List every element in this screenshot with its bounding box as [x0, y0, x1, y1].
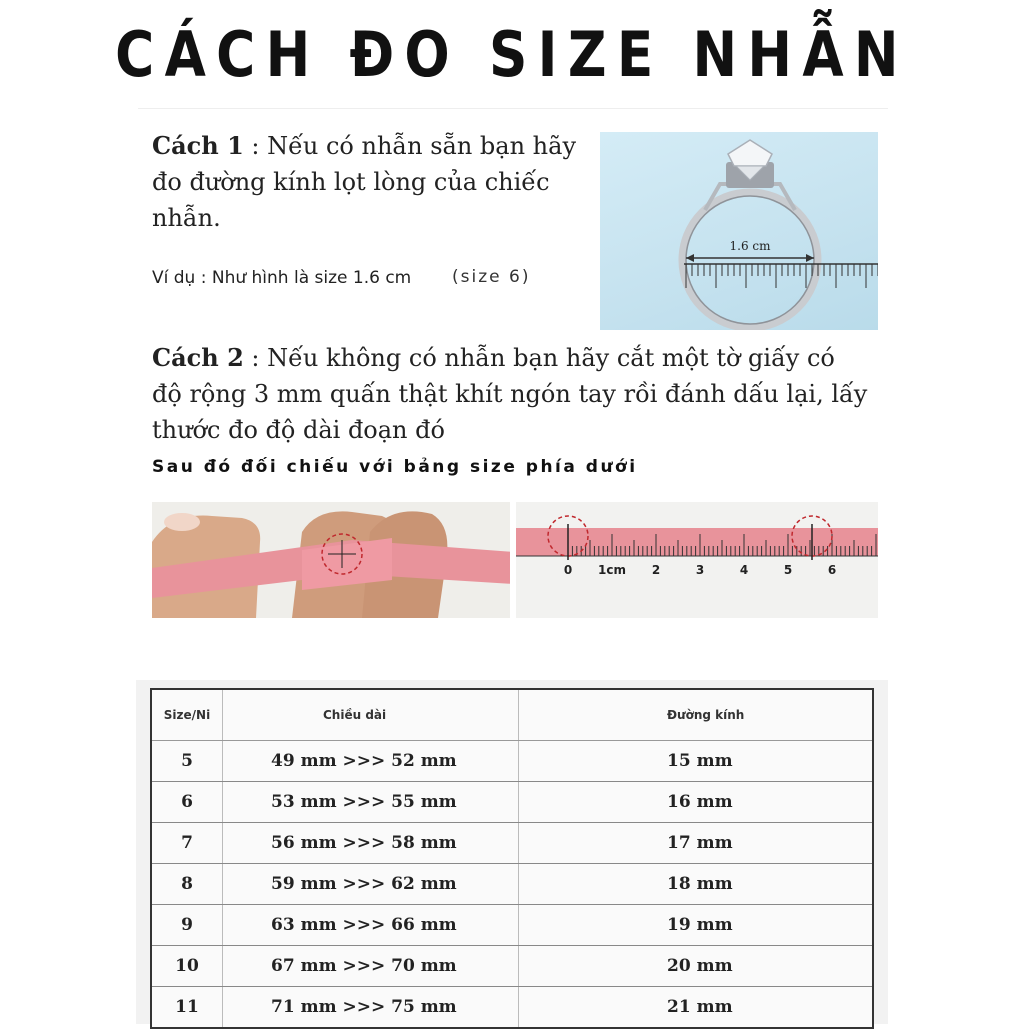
finger-illustration	[152, 502, 514, 618]
table-row	[151, 782, 873, 823]
diamond-icon	[728, 140, 772, 166]
ruler-label: 6	[827, 563, 837, 577]
cell-size: 7	[151, 823, 223, 864]
method-2-text	[152, 340, 872, 448]
cell-size: 8	[151, 864, 223, 905]
ruler-strip	[684, 264, 878, 294]
compare-note: Sau đó đối chiếu với bảng size phía dưới	[152, 457, 638, 477]
ring-measure-photo	[600, 132, 878, 330]
table-body	[151, 741, 873, 1029]
cell-diameter: 16 mm	[519, 782, 874, 823]
table-row	[151, 946, 873, 987]
method-1-text	[152, 128, 582, 236]
page-title: CÁCH ĐO SIZE NHẪN	[115, 18, 909, 91]
table-row	[151, 864, 873, 905]
cell-size: 5	[151, 741, 223, 782]
arrow-left-icon	[686, 254, 694, 262]
example-size-text: (size 6)	[452, 267, 531, 287]
method-2-description: : Nếu không có nhẫn bạn hãy cắt một tờ giấy có độ rộng 3 mm quấn thật khít ngón tay rồi đánh dấu lại, lấy thước đo độ dài đoạn đó	[152, 344, 868, 444]
header-size: Size/Ni	[151, 689, 223, 741]
cell-diameter: 17 mm	[519, 823, 874, 864]
cell-size: 11	[151, 987, 223, 1029]
photo-separator	[510, 502, 514, 618]
method-1-label: Cách 1	[152, 131, 244, 160]
ruler-ticks	[686, 264, 878, 288]
cell-length: 53 mm >>> 55 mm	[223, 782, 519, 823]
table-row	[151, 741, 873, 782]
cell-diameter: 21 mm	[519, 987, 874, 1029]
cell-diameter: 18 mm	[519, 864, 874, 905]
ruler-label: 1cm	[598, 563, 626, 577]
ring-measure-label: 1.6 cm	[729, 239, 771, 253]
size-table	[150, 688, 874, 1029]
table-row	[151, 905, 873, 946]
cell-length: 63 mm >>> 66 mm	[223, 905, 519, 946]
ruler-label: 3	[695, 563, 705, 577]
cell-diameter: 20 mm	[519, 946, 874, 987]
cell-size: 10	[151, 946, 223, 987]
method-1-description: : Nếu có nhẫn sẵn bạn hãy đo đường kính lọt lòng của chiếc nhẫn.	[152, 132, 576, 232]
divider	[138, 108, 888, 109]
cell-length: 56 mm >>> 58 mm	[223, 823, 519, 864]
arrow-right-icon	[806, 254, 814, 262]
cell-length: 67 mm >>> 70 mm	[223, 946, 519, 987]
table-row	[151, 823, 873, 864]
cell-length: 49 mm >>> 52 mm	[223, 741, 519, 782]
size-table-container	[136, 680, 888, 1024]
ring-band	[682, 192, 818, 328]
ring-illustration	[600, 132, 878, 330]
example-text: Ví dụ : Như hình là size 1.6 cm	[152, 268, 412, 288]
header-length: Chiều dài	[223, 689, 519, 741]
table-row	[151, 987, 873, 1029]
cell-length: 59 mm >>> 62 mm	[223, 864, 519, 905]
header-diameter: Đường kính	[519, 689, 874, 741]
cell-diameter: 19 mm	[519, 905, 874, 946]
ruler-label: 5	[783, 563, 793, 577]
ruler-label: 0	[563, 563, 573, 577]
cell-length: 71 mm >>> 75 mm	[223, 987, 519, 1029]
cell-size: 6	[151, 782, 223, 823]
cell-size: 9	[151, 905, 223, 946]
strip-ruler-photo	[516, 502, 878, 618]
fingernail	[164, 513, 200, 531]
ruler-label: 4	[739, 563, 749, 577]
table-header-row	[151, 689, 873, 741]
ruler-label: 2	[651, 563, 661, 577]
cell-diameter: 15 mm	[519, 741, 874, 782]
ruler-illustration	[516, 502, 878, 618]
method-2-label: Cách 2	[152, 343, 244, 372]
finger-wrap-photo	[152, 502, 514, 618]
ring-band-inner	[686, 196, 814, 324]
